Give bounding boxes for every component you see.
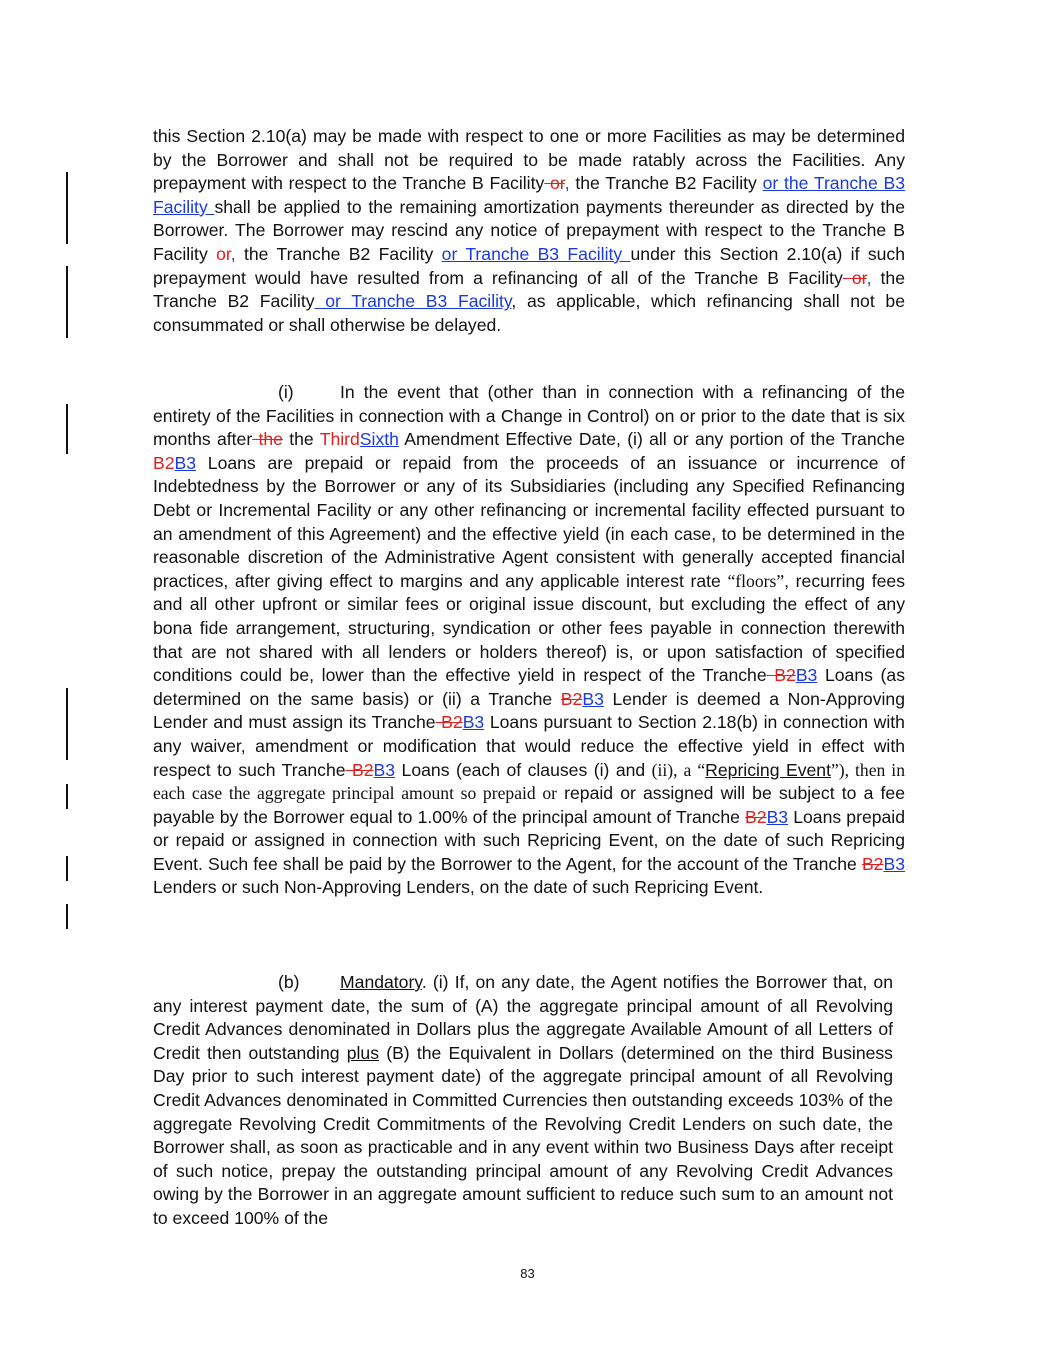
inserted-text: B3 xyxy=(582,688,604,709)
deleted-text: the xyxy=(252,429,283,450)
defined-term: Repricing Event xyxy=(705,759,831,780)
deleted-text: B2 xyxy=(153,452,175,473)
inserted-text: , xyxy=(866,267,872,288)
inserted-text: or the Tranche B3 Facility xyxy=(153,173,905,217)
text-run: Loans are prepaid or repaid from the proceeds of an issuance or incurrence of Indebtedness by the Borrower or any of its Subsidiaries (including any Specified Refinancing Debt or Incremental Facility or any other refinancing or incremental facility effected pursuant to an amendment of this Agreement) and the effective yield (in each case, to be determined in the reasonable discretion of the Administrative Agent consistent with generally accepted financial practices, after giving effect to margins and any applicable interest rate xyxy=(153,452,905,591)
deleted-text: or xyxy=(544,173,565,194)
deleted-text: B2 xyxy=(345,759,374,780)
change-bar xyxy=(66,856,68,881)
text-run: Loans prepaid or repaid or assigned in connection with such Repricing Event, on the date of such Repricing Event. Such fee shall be paid by the Borrower to the Agent, for the account of the Tranche xyxy=(153,806,905,874)
text-run: the xyxy=(282,429,320,450)
text-run: Loans (each of clauses (i) and xyxy=(395,759,652,780)
change-bar xyxy=(66,784,68,809)
text-run: . (i) If, on any date, the Agent notifies the Borrower that, on any interest payment date, the sum of (A) the aggregate principal amount of all Revolving Credit Advances denominated in Dollars plus the aggregate Available Amount of all Letters of Credit then outstanding xyxy=(153,972,893,1063)
inserted-text: , xyxy=(230,243,236,264)
inserted-text: B3 xyxy=(174,452,197,473)
change-bar xyxy=(66,688,68,760)
text-run: under this Section 2.10(a) if such prepayment would have resulted from a refinancing of all of the Tranche B Facility xyxy=(153,243,905,288)
inserted-text: or Tranche B3 Facility xyxy=(441,243,631,264)
inserted-text: B3 xyxy=(766,806,789,827)
deleted-text: B2 xyxy=(435,712,463,733)
text-run: (B) the Equivalent in Dollars (determined on the third Business Day prior to such interest payment date) of the aggregate principal amount of all Revolving Credit Advances denominated in Committed Currencies then outstanding exceeds 103% of the aggregate Revolving Credit Commitments of the Revolving Credit Lenders on such date, the Borrower shall, as soon as practicable and in any event within two Business Days after receipt of such notice, prepay the outstanding principal amount of any Revolving Credit Advances owing by the Borrower in an aggregate amount sufficient to reduce such sum to an amount not to exceed 100% of the xyxy=(153,1042,893,1228)
deleted-text: Third xyxy=(319,429,360,450)
text-run: the Tranche B2 Facility xyxy=(569,173,763,194)
inserted-text: B3 xyxy=(373,759,396,780)
deleted-text: B2 xyxy=(766,665,796,686)
change-bar xyxy=(66,266,68,338)
text-run: repaid or assigned will be subject to a fee payable by the Borrower equal to 1.00% of the principal amount of Tranche xyxy=(153,783,905,827)
text-run: , as applicable, which refinancing shall not be consummated or shall otherwise be delayed. xyxy=(153,291,905,335)
emphasized-term: plus xyxy=(346,1042,380,1063)
clause-marker: (i) xyxy=(278,382,294,402)
inserted-text: , xyxy=(564,173,570,194)
section-heading: Mandatory xyxy=(340,972,422,992)
paragraph-prepayment-application xyxy=(153,125,905,337)
deleted-text: B2 xyxy=(745,806,767,827)
text-run: In the event that (other than in connection with a refinancing of the entirety of the Facilities in connection with a Change in Control) on or prior to the date that is six months after xyxy=(153,382,905,450)
text-run: shall be applied to the remaining amortization payments thereunder as directed by the Borrower. The Borrower may rescind any notice of prepayment with respect to the Tranche B Facility xyxy=(153,196,905,264)
text-run: Lenders or such Non-Approving Lenders, on the date of such Repricing Event. xyxy=(153,877,764,898)
inserted-text: B3 xyxy=(883,853,905,874)
paragraph-mandatory-prepayment xyxy=(153,971,893,1231)
page-number: 83 xyxy=(520,1266,535,1281)
change-bar xyxy=(66,904,68,929)
paragraph-repricing-event xyxy=(153,381,905,900)
deleted-text: or xyxy=(216,243,231,264)
deleted-text: or xyxy=(842,267,867,288)
text-run: Amendment Effective Date, (i) all or any portion of the Tranche xyxy=(398,429,905,450)
deleted-text: B2 xyxy=(560,688,583,709)
change-bar xyxy=(66,172,68,244)
inserted-text: B3 xyxy=(462,712,485,733)
text-run: Lender is deemed a Non-Approving Lender and must assign its Tranche xyxy=(153,688,905,733)
text-run: the Tranche B2 Facility xyxy=(235,243,442,264)
change-bar xyxy=(66,404,68,454)
deleted-text: B2 xyxy=(861,853,884,874)
inserted-text: or Tranche B3 Facility xyxy=(314,291,512,312)
text-run: (ii), a “ xyxy=(651,759,706,780)
text-run: Loans pursuant to Section 2.18(b) in connection with any waiver, amendment or modification that would reduce the effective yield in effect with respect to such Tranche xyxy=(153,712,905,780)
text-run: this Section 2.10(a) may be made with respect to one or more Facilities as may be determined by the Borrower and shall not be required to be made ratably across the Facilities. Any prepayment with respect to the Tranche B Facility xyxy=(153,126,905,194)
quoted-term: “floors” xyxy=(727,570,785,591)
inserted-text: Sixth xyxy=(359,429,399,450)
clause-marker: (b) xyxy=(278,972,300,992)
text-run: , recurring fees and all other upfront or similar fees or original issue discount, but excluding the effect of any bona fide arrangement, structuring, syndication or other fees payable in connection therewith that are not shared with all lenders or holders thereof) is, or upon satisfaction of specified conditions could be, lower than the effective yield in respect of the Tranche xyxy=(153,570,905,686)
text-run: Loans (as determined on the same basis) or (ii) a Tranche xyxy=(153,665,905,709)
text-run: ”), then in each case the aggregate principal amount so prepaid or xyxy=(153,759,905,804)
inserted-text: B3 xyxy=(795,665,818,686)
text-run: the Tranche B2 Facility xyxy=(153,267,905,312)
